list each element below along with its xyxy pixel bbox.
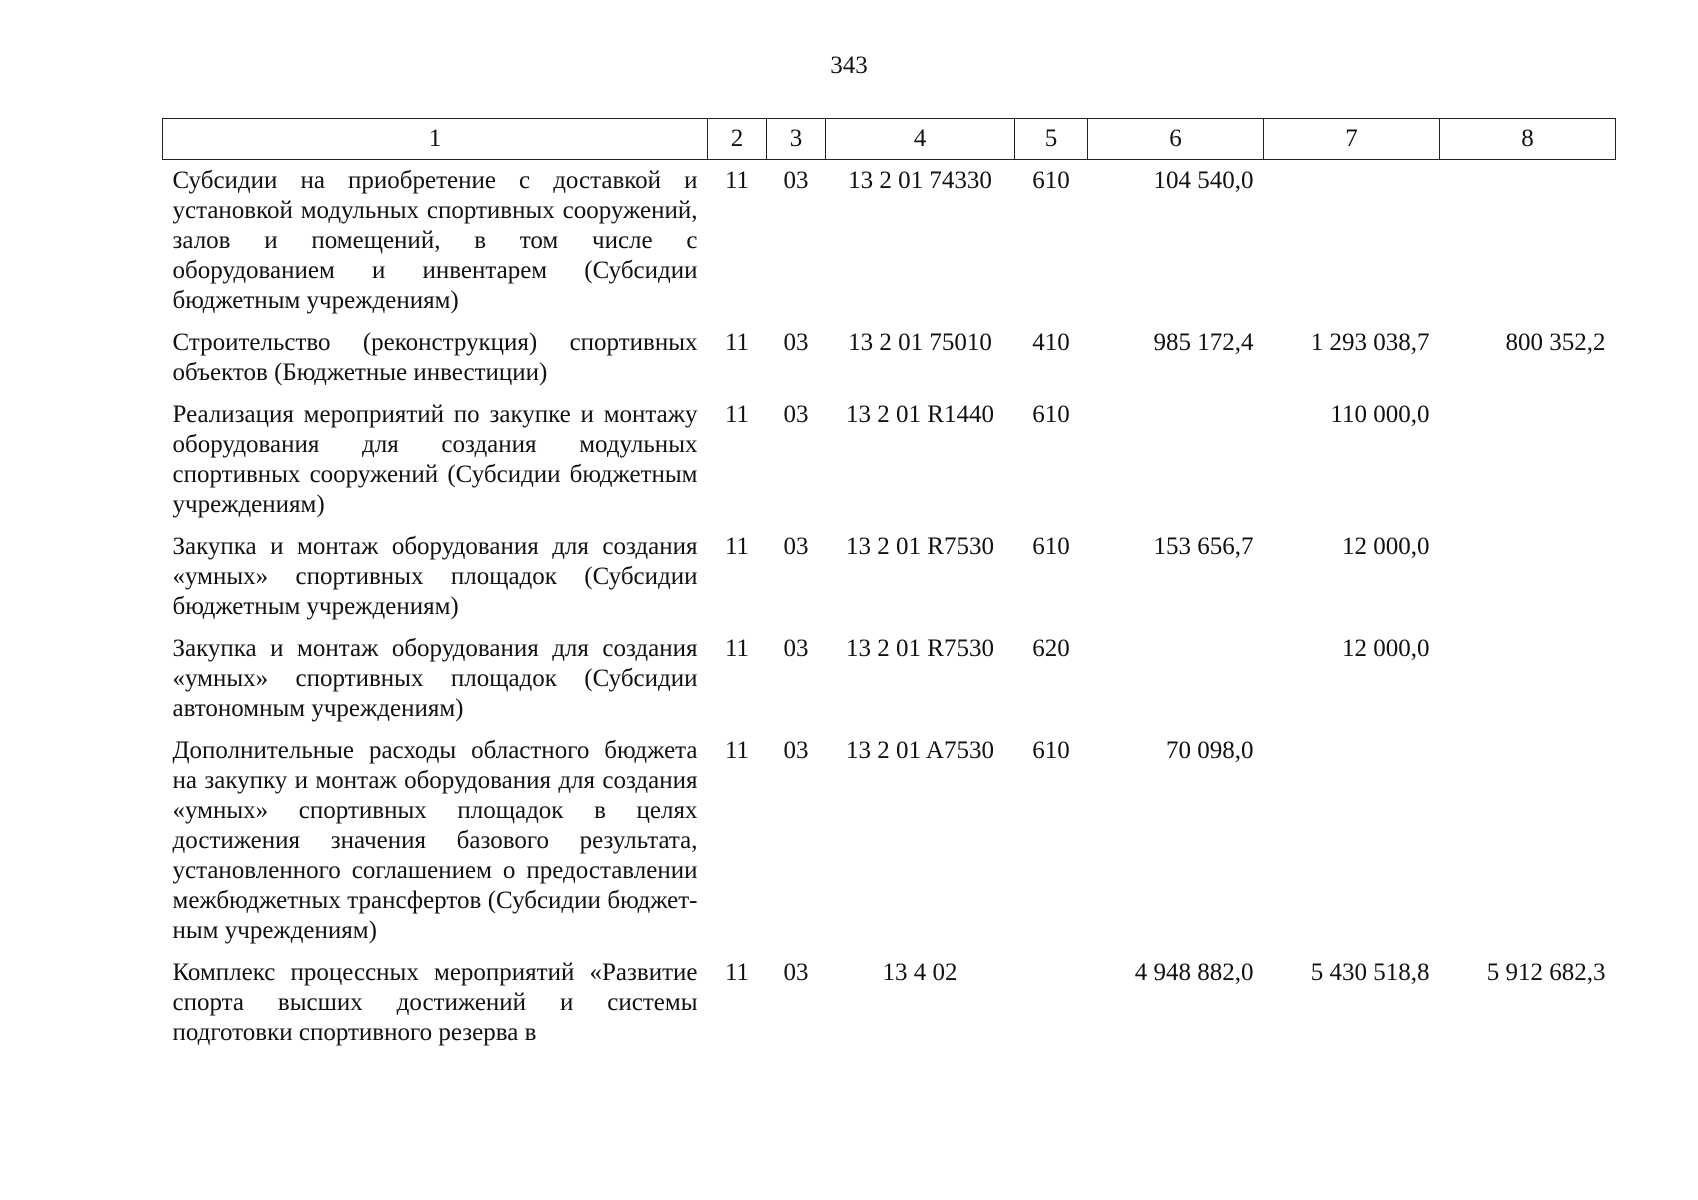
amount-col7: 1 293 038,7 — [1310, 329, 1430, 356]
expense-name: Закупка и монтаж оборудования для создания «умных» спортивных площадок (Субсидии автономным учреждениям) — [172, 635, 698, 722]
table-row — [163, 526, 1616, 628]
amount-col7: 12 000,0 — [1342, 533, 1430, 560]
budget-table — [162, 118, 1616, 1054]
amount-col6 — [1088, 394, 1264, 526]
table-row — [163, 160, 1616, 323]
amount-col8: 5 912 682,3 — [1486, 959, 1606, 986]
amount-col6: 70 098,0 — [1166, 737, 1254, 764]
target-article-code: 13 2 01 R7530 — [846, 635, 994, 662]
column-header: 8 — [1440, 119, 1616, 160]
column-header: 6 — [1088, 119, 1264, 160]
expense-type-code: 610 — [1032, 737, 1070, 764]
expense-type-code: 610 — [1032, 167, 1070, 194]
amount-col6: 104 540,0 — [1153, 167, 1254, 194]
section-code: 11 — [724, 635, 750, 662]
section-code: 11 — [724, 329, 750, 356]
expense-name: Субсидии на приобретение с доставкой и установкой модульных спортивных сооружений, залов и помещений, в том числе с оборудованием и инвентарем (Субсидии бюджетным учреждениям) — [172, 167, 698, 314]
target-article-code: 13 2 01 R1440 — [846, 401, 994, 428]
amount-col7 — [1264, 730, 1440, 952]
expense-type-code — [1015, 952, 1088, 1054]
subsection-code: 03 — [783, 401, 809, 428]
expense-name: Реализация мероприятий по закупке и монтажу оборудования для создания модульных спортивных сооружений (Субсидии бюджетным учреждениям) — [172, 401, 698, 518]
subsection-code: 03 — [783, 959, 809, 986]
amount-col8 — [1440, 394, 1616, 526]
column-header: 5 — [1015, 119, 1088, 160]
amount-col8 — [1440, 730, 1616, 952]
expense-type-code: 410 — [1032, 329, 1070, 356]
amount-col8: 800 352,2 — [1505, 329, 1606, 356]
target-article-code: 13 2 01 75010 — [848, 329, 992, 356]
amount-col8 — [1440, 160, 1616, 323]
table-row — [163, 394, 1616, 526]
expense-name: Строительство (реконструкция) спортивных объектов (Бюджетные инвестиции) — [172, 329, 698, 386]
column-header: 2 — [708, 119, 767, 160]
column-header: 3 — [767, 119, 826, 160]
table-row — [163, 322, 1616, 394]
subsection-code: 03 — [783, 635, 809, 662]
column-number-row — [163, 119, 1616, 160]
page-number: 343 — [830, 52, 868, 79]
amount-col6: 985 172,4 — [1153, 329, 1254, 356]
amount-col8 — [1440, 526, 1616, 628]
amount-col7: 110 000,0 — [1330, 401, 1430, 428]
amount-col7: 12 000,0 — [1342, 635, 1430, 662]
amount-col8 — [1440, 628, 1616, 730]
section-code: 11 — [724, 959, 750, 986]
table-row — [163, 628, 1616, 730]
subsection-code: 03 — [783, 167, 809, 194]
expense-type-code: 620 — [1032, 635, 1070, 662]
subsection-code: 03 — [783, 329, 809, 356]
amount-col6 — [1088, 628, 1264, 730]
subsection-code: 03 — [783, 737, 809, 764]
section-code: 11 — [724, 401, 750, 428]
subsection-code: 03 — [783, 533, 809, 560]
amount-col6: 4 948 882,0 — [1134, 959, 1254, 986]
expense-name: Закупка и монтаж оборудования для создания «умных» спортивных площадок (Субсидии бюджетным учреждениям) — [172, 533, 698, 620]
expense-name: Дополнительные расходы областного бюджета на закупку и монтаж оборудования для создания «умных» спортивных площадок в целях достижения значения базового результата, установленного соглашением о предоставлении межбюджетных трансфертов (Субсидии бюджетным учреждениям) — [172, 737, 698, 944]
target-article-code: 13 4 02 — [882, 959, 958, 986]
section-code: 11 — [724, 533, 750, 560]
section-code: 11 — [724, 737, 750, 764]
target-article-code: 13 2 01 A7530 — [846, 737, 994, 764]
expense-type-code: 610 — [1032, 401, 1070, 428]
expense-name: Комплекс процессных мероприятий «Развитие спорта высших достижений и системы подготовки спортивного резерва в — [172, 959, 698, 1046]
target-article-code: 13 2 01 R7530 — [846, 533, 994, 560]
amount-col7: 5 430 518,8 — [1310, 959, 1430, 986]
table-row — [163, 730, 1616, 952]
expense-type-code: 610 — [1032, 533, 1070, 560]
column-header: 1 — [163, 119, 708, 160]
column-header: 7 — [1264, 119, 1440, 160]
section-code: 11 — [724, 167, 750, 194]
table-row — [163, 952, 1616, 1054]
column-header: 4 — [826, 119, 1015, 160]
amount-col6: 153 656,7 — [1153, 533, 1254, 560]
target-article-code: 13 2 01 74330 — [848, 167, 992, 194]
amount-col7 — [1264, 160, 1440, 323]
